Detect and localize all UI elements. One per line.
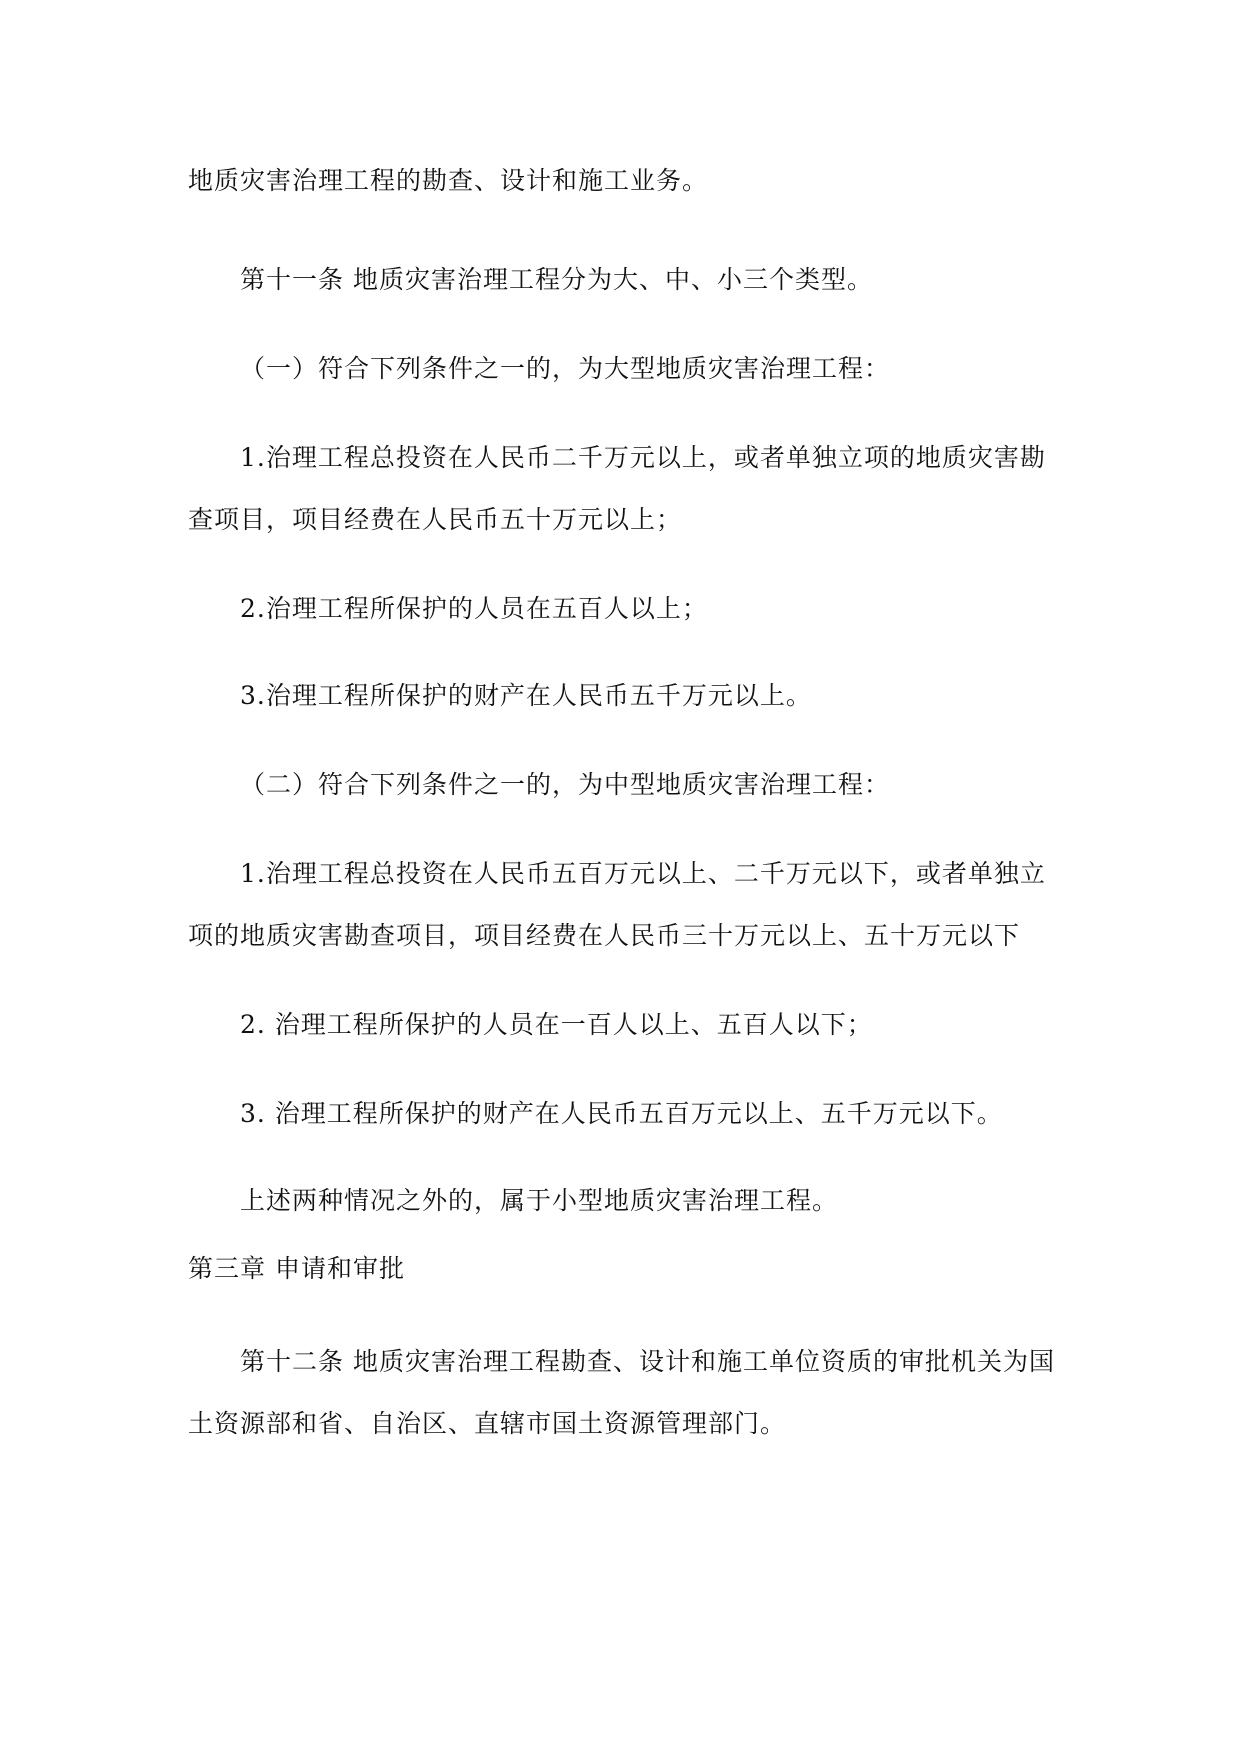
- paragraph-line: 2. 治理工程所保护的人员在一百人以上、五百人以下；: [240, 1010, 873, 1039]
- article-12-heading: 第十二条 地质灾害治理工程勘查、设计和施工单位资质的审批机关为国: [240, 1347, 1055, 1376]
- document-body: [188, 0, 1056, 1754]
- paragraph-line: 1.治理工程总投资在人民币五百万元以上、二千万元以下，或者单独立: [240, 859, 1046, 888]
- paragraph-line: 3.治理工程所保护的财产在人民币五千万元以上。: [240, 681, 812, 710]
- paragraph-line: 2.治理工程所保护的人员在五百人以上；: [240, 594, 708, 623]
- paragraph-line: 1.治理工程总投资在人民币二千万元以上，或者单独立项的地质灾害勘: [240, 443, 1046, 472]
- article-11-heading: 第十一条 地质灾害治理工程分为大、中、小三个类型。: [240, 265, 873, 294]
- clause-1-heading: （一）符合下列条件之一的，为大型地质灾害治理工程：: [240, 354, 891, 383]
- paragraph-line: 查项目，项目经费在人民币五十万元以上；: [188, 505, 683, 534]
- paragraph-line: 上述两种情况之外的，属于小型地质灾害治理工程。: [240, 1186, 839, 1215]
- paragraph-line: 3. 治理工程所保护的财产在人民币五百万元以上、五千万元以下。: [240, 1099, 1003, 1128]
- paragraph-line: 地质灾害治理工程的勘查、设计和施工业务。: [188, 166, 709, 195]
- chapter-3-heading: 第三章 申请和审批: [188, 1254, 405, 1283]
- paragraph-line: 土资源部和省、自治区、直辖市国土资源管理部门。: [188, 1409, 787, 1438]
- clause-2-heading: （二）符合下列条件之一的，为中型地质灾害治理工程：: [240, 770, 891, 799]
- paragraph-line: 项的地质灾害勘查项目，项目经费在人民币三十万元以上、五十万元以下: [188, 921, 1021, 950]
